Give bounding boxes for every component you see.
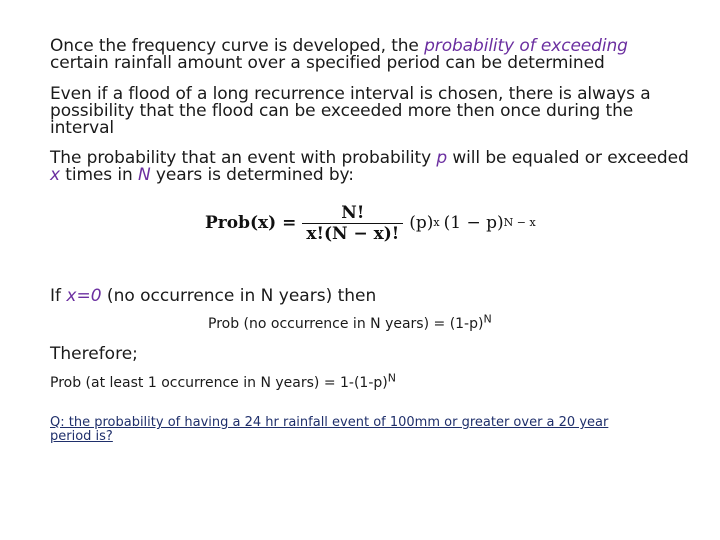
formula-fraction (302, 203, 403, 244)
prob-at-least-one-equation (50, 371, 396, 391)
paragraph1-text-end: certain rainfall amount over a specified period can be determined (50, 53, 605, 73)
prob-no-occurrence-equation (208, 312, 492, 332)
paragraph2-text: Even if a flood of a long recurrence interval is chosen, there is always a possibility that the flood can be exceeded more then once during the interval (50, 84, 651, 138)
paragraph3-part4: years is determined by: (150, 165, 354, 185)
prob-no-occurrence-text: Prob (no occurrence in N years) = (1-p) (208, 316, 484, 332)
prob-at-least-one-exponent: N (387, 371, 396, 385)
paragraph1-text-start: Once the frequency curve is developed, the (50, 36, 425, 56)
question-text: Q: the probability of having a 24 hr rainfall event of 100mm or greater over a 20 year period is? (50, 415, 609, 444)
paragraph-flood-recurrence (50, 86, 690, 137)
formula-p-term: (p) (409, 213, 434, 233)
if-line-start: If (50, 286, 67, 306)
probability-of-exceeding-highlight: probability of exceeding (424, 36, 628, 56)
variable-n: N (137, 165, 151, 185)
therefore-label: Therefore; (50, 344, 138, 364)
x-equals-zero: x=0 (66, 286, 102, 306)
prob-no-occurrence-exponent: N (483, 312, 492, 326)
if-x-zero-line (50, 286, 376, 306)
paragraph-frequency-curve (50, 38, 690, 72)
formula-numerator: N! (341, 202, 365, 223)
paragraph3-part3: times in (59, 165, 138, 185)
if-line-end: (no occurrence in N years) then (101, 286, 377, 306)
formula-lhs: Prob(x) = (205, 213, 297, 233)
formula-denominator: x!(N − x)! (302, 223, 403, 244)
paragraph3-part2: will be equaled or exceeded (447, 148, 689, 168)
variable-x: x (50, 165, 60, 185)
variable-p: p (436, 148, 448, 168)
formula-q-term: (1 − p) (443, 213, 504, 233)
binomial-probability-formula: Prob(x) = $\frac{N!}{x!(N - x)!}$ (p) x (1 − p) N − x (205, 202, 536, 244)
paragraph-event-probability (50, 150, 690, 184)
paragraph3-part1: The probability that an event with probability (50, 148, 437, 168)
prob-at-least-one-text: Prob (at least 1 occurrence in N years) = 1-(1-p) (50, 375, 388, 391)
